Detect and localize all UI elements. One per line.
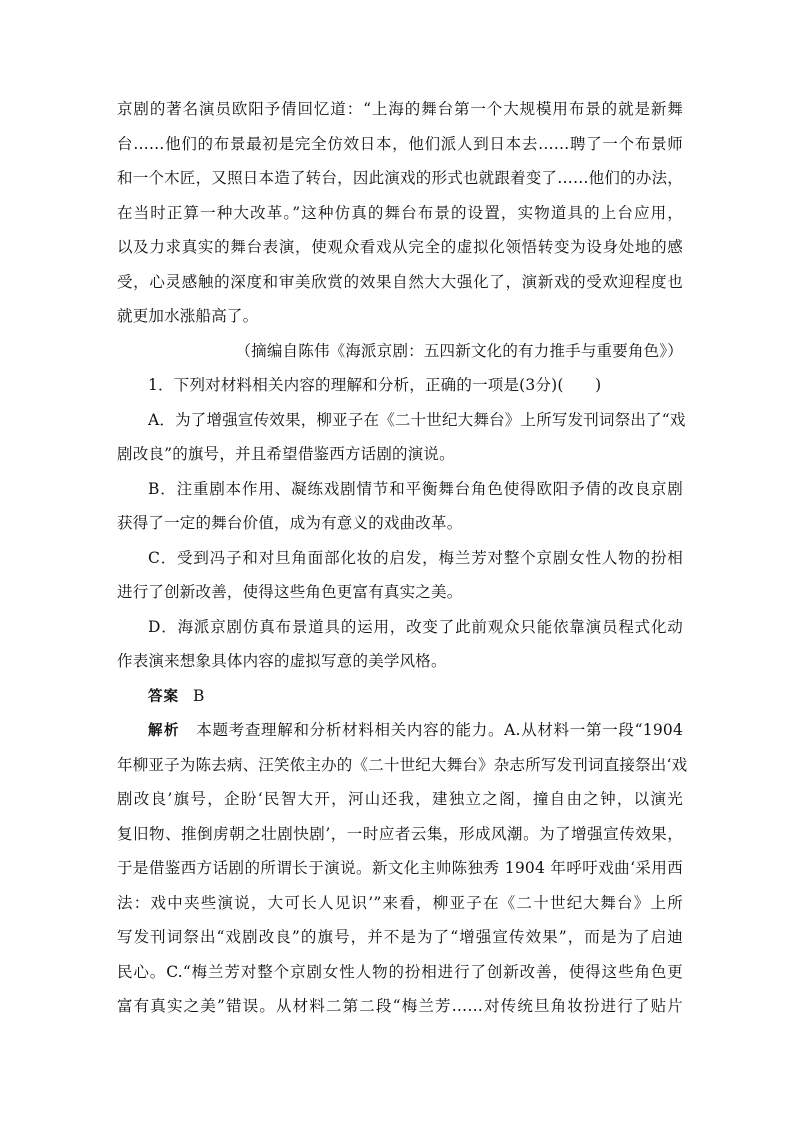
passage-line: 就更加水涨船高了。 (117, 307, 259, 325)
option-line: 作表演来想象具体内容的虚拟写意的美学风格。 (117, 652, 447, 670)
passage (117, 92, 683, 334)
analysis-first-line (117, 713, 683, 748)
option-b (117, 472, 683, 541)
option-line: A．为了增强宣传效果，柳亚子在《二十世纪大舞台》上所写发刊词祭出了“戏 (148, 410, 686, 429)
passage-line: 和一个木匠，又照日本造了转台，因此演戏的形式也就跟着变了……他们的办法， (117, 169, 683, 187)
option-line: 获得了一定的舞台价值，成为有意义的戏曲改革。 (117, 514, 463, 532)
analysis-line: 复旧物、推倒虏朝之壮剧快剧’，一时应者云集，形成风潮。为了增强宣传效果， (117, 824, 683, 843)
answer (117, 679, 683, 714)
option-c (117, 541, 683, 610)
question-stem: 1．下列对材料相关内容的理解和分析，正确的一项是(3分)( ) (148, 376, 602, 394)
option-line: 进行了创新改善，使得这些角色更富有真实之美。 (117, 583, 463, 601)
analysis-line: 富有真实之美”错误。从材料二第二段“梅兰芳……对传统旦角妆扮进行了贴片 (117, 997, 683, 1015)
analysis-line: 法：戏中夹些演说，大可长人见识’”来看，柳亚子在《二十世纪大舞台》上所 (117, 893, 683, 912)
analysis (117, 713, 688, 1024)
passage-line: 以及力求真实的舞台表演，使观众看戏从完全的虚拟化领悟转变为设身处地的感 (117, 238, 683, 256)
analysis-line: 年柳亚子为陈去病、汪笑侬主办的《二十世纪大舞台》杂志所写发刊词直接祭出‘戏 (117, 755, 688, 774)
analysis-line: 民心。C.“梅兰芳对整个京剧女性人物的扮相进行了创新改善，使得这些角色更 (117, 962, 683, 981)
option-d (117, 610, 683, 679)
option-a (117, 403, 686, 472)
answer-value: B (193, 686, 205, 705)
question (117, 368, 686, 679)
document-content (117, 92, 688, 1024)
passage-line: 在当时正算一种大改革。”这种仿真的舞台布景的设置，实物道具的上台应用， (117, 203, 683, 222)
passage-line: 京剧的著名演员欧阳予倩回忆道：“上海的舞台第一个大规模用布景的就是新舞 (117, 100, 683, 118)
analysis-line: 写发刊词祭出“戏剧改良”的旗号，并不是为了“增强宣传效果”，而是为了启迪 (117, 928, 683, 946)
option-line: D．海派京剧仿真布景道具的运用，改变了此前观众只能依靠演员程式化动 (148, 617, 683, 636)
option-line: C．受到冯子和对旦角面部化妆的启发，梅兰芳对整个京剧女性人物的扮相 (148, 548, 683, 567)
answer-label: 答案 (148, 688, 179, 705)
passage-line: 台……他们的布景最初是完全仿效日本，他们派人到日本去……聘了一个布景师 (117, 134, 683, 153)
option-line: 剧改良”的旗号，并且希望借鉴西方话剧的演说。 (117, 445, 455, 463)
analysis-label: 解析 (148, 723, 181, 739)
option-line: B．注重剧本作用、凝练戏剧情节和平衡舞台角色使得欧阳予倩的改良京剧 (148, 479, 683, 498)
passage-line: 受，心灵感触的深度和审美欣赏的效果自然大大强化了，演新戏的受欢迎程度也 (117, 272, 683, 291)
source-note: （摘编自陈伟《海派京剧：五四新文化的有力推手与重要角色》） (235, 341, 683, 360)
analysis-text: 本题考查理解和分析材料相关内容的能力。A.从材料一第一段“1904 (196, 721, 684, 739)
analysis-line: 于是借鉴西方话剧的所谓长于演说。新文化主帅陈独秀 1904 年呼吁戏曲‘采用西 (117, 859, 683, 877)
analysis-line: 剧改良’旗号，企盼‘民智大开，河山还我，建独立之阁，撞自由之钟，以演光 (117, 790, 683, 808)
